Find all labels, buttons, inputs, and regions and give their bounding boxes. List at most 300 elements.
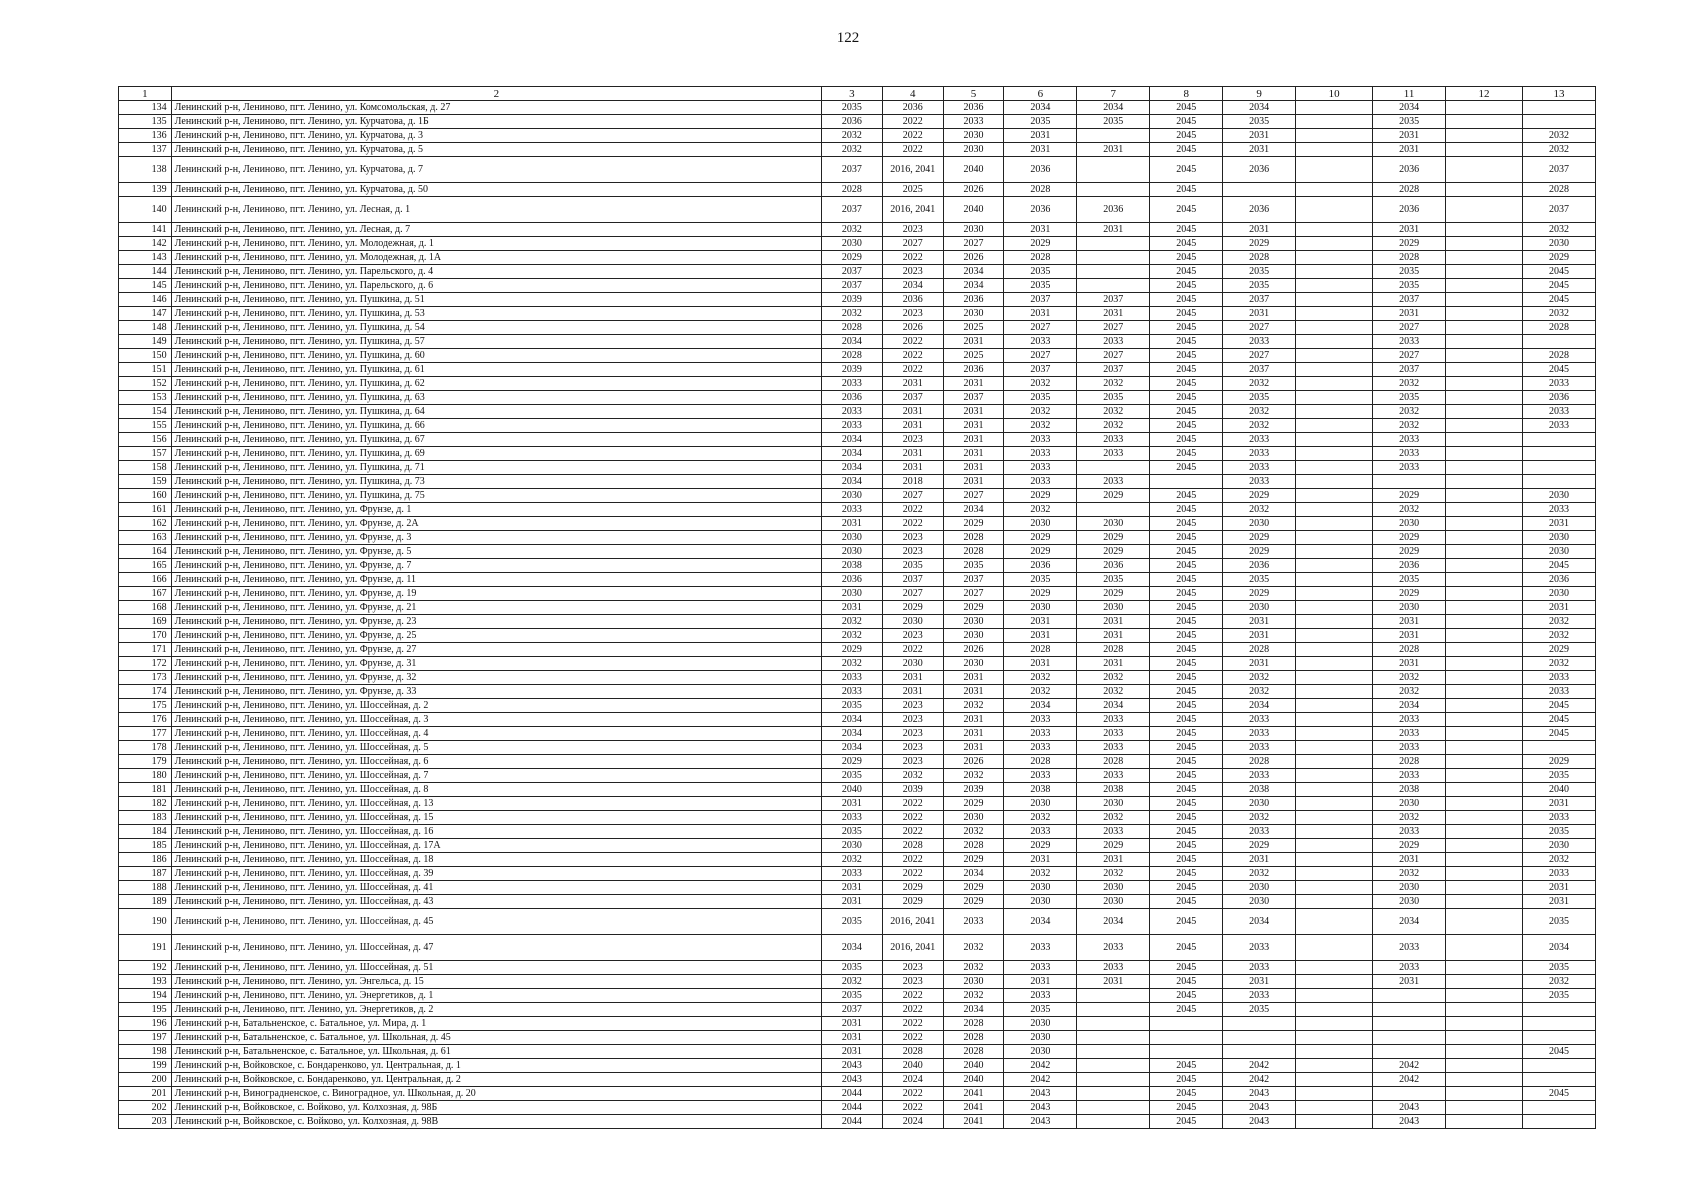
year-cell: 2023: [882, 741, 943, 755]
year-cell: 2030: [943, 657, 1004, 671]
year-cell: 2026: [943, 755, 1004, 769]
year-cell: 2030: [1223, 881, 1296, 895]
year-cell: 2028: [943, 545, 1004, 559]
year-cell: [1296, 115, 1373, 129]
table-row: [119, 839, 1596, 853]
year-cell: 2030: [943, 975, 1004, 989]
row-number-cell: 167: [119, 587, 172, 601]
column-header: 7: [1077, 87, 1150, 101]
year-cell: 2029: [1373, 489, 1446, 503]
table-row: [119, 727, 1596, 741]
year-cell: 2031: [822, 601, 883, 615]
address-cell: Ленинский р-н, Лениново, пгт. Ленино, ул. Фрунзе, д. 7: [171, 559, 821, 573]
year-cell: 2043: [822, 1073, 883, 1087]
year-cell: [1446, 405, 1523, 419]
year-cell: 2034: [943, 867, 1004, 881]
year-cell: [1296, 251, 1373, 265]
year-cell: [1446, 797, 1523, 811]
table-row: [119, 1115, 1596, 1129]
year-cell: 2034: [882, 279, 943, 293]
year-cell: 2030: [1077, 601, 1150, 615]
year-cell: 2033: [1373, 447, 1446, 461]
table-row: [119, 671, 1596, 685]
table-row: [119, 961, 1596, 975]
year-cell: 2029: [822, 755, 883, 769]
year-cell: 2040: [882, 1059, 943, 1073]
year-cell: [1446, 223, 1523, 237]
row-number-cell: 187: [119, 867, 172, 881]
year-cell: [1296, 475, 1373, 489]
year-cell: 2045: [1150, 629, 1223, 643]
row-number-cell: 174: [119, 685, 172, 699]
table-row: [119, 503, 1596, 517]
year-cell: 2036: [1523, 391, 1596, 405]
year-cell: [1446, 419, 1523, 433]
row-number-cell: 156: [119, 433, 172, 447]
year-cell: 2034: [1004, 101, 1077, 115]
table-row: [119, 755, 1596, 769]
year-cell: 2045: [1150, 839, 1223, 853]
year-cell: 2035: [1004, 279, 1077, 293]
year-cell: [1446, 335, 1523, 349]
year-cell: [1296, 1059, 1373, 1073]
year-cell: [1296, 559, 1373, 573]
year-cell: [1446, 909, 1523, 935]
year-cell: 2035: [1523, 961, 1596, 975]
year-cell: 2022: [882, 335, 943, 349]
year-cell: 2033: [1223, 447, 1296, 461]
address-cell: Ленинский р-н, Лениново, пгт. Ленино, ул. Фрунзе, д. 25: [171, 629, 821, 643]
year-cell: [1446, 307, 1523, 321]
year-cell: 2035: [1004, 265, 1077, 279]
year-cell: 2030: [1004, 895, 1077, 909]
address-cell: Ленинский р-н, Батальненское, с. Батальное, ул. Школьная, д. 61: [171, 1045, 821, 1059]
year-cell: 2045: [1150, 335, 1223, 349]
year-cell: [1296, 335, 1373, 349]
year-cell: 2022: [882, 797, 943, 811]
year-cell: 2031: [943, 461, 1004, 475]
year-cell: 2033: [1004, 769, 1077, 783]
year-cell: 2036: [882, 293, 943, 307]
table-row: [119, 559, 1596, 573]
year-cell: [1446, 391, 1523, 405]
year-cell: 2032: [943, 699, 1004, 713]
year-cell: 2031: [1223, 657, 1296, 671]
year-cell: [1523, 335, 1596, 349]
year-cell: [1077, 1045, 1150, 1059]
address-cell: Ленинский р-н, Лениново, пгт. Ленино, ул. Фрунзе, д. 23: [171, 615, 821, 629]
year-cell: 2032: [1223, 867, 1296, 881]
year-cell: 2045: [1150, 251, 1223, 265]
year-cell: 2032: [1523, 307, 1596, 321]
year-cell: [1150, 475, 1223, 489]
address-cell: Ленинский р-н, Лениново, пгт. Ленино, ул. Шоссейная, д. 13: [171, 797, 821, 811]
year-cell: 2031: [1223, 307, 1296, 321]
year-cell: 2033: [943, 115, 1004, 129]
year-cell: 2042: [1223, 1059, 1296, 1073]
row-number-cell: 195: [119, 1003, 172, 1017]
row-number-cell: 181: [119, 783, 172, 797]
year-cell: 2033: [1223, 433, 1296, 447]
row-number-cell: 188: [119, 881, 172, 895]
year-cell: 2035: [1373, 279, 1446, 293]
year-cell: [1523, 475, 1596, 489]
year-cell: 2033: [1004, 935, 1077, 961]
year-cell: 2032: [822, 629, 883, 643]
year-cell: 2033: [1077, 769, 1150, 783]
year-cell: [1296, 183, 1373, 197]
year-cell: 2045: [1150, 447, 1223, 461]
year-cell: 2045: [1150, 279, 1223, 293]
year-cell: 2022: [882, 989, 943, 1003]
year-cell: 2032: [1004, 503, 1077, 517]
address-cell: Ленинский р-н, Лениново, пгт. Ленино, ул. Парельского, д. 4: [171, 265, 821, 279]
year-cell: 2033: [1523, 405, 1596, 419]
column-header: 2: [171, 87, 821, 101]
table-row: [119, 573, 1596, 587]
table-row: [119, 517, 1596, 531]
year-cell: 2022: [882, 363, 943, 377]
year-cell: 2029: [1223, 587, 1296, 601]
year-cell: 2030: [1373, 517, 1446, 531]
year-cell: 2031: [882, 685, 943, 699]
year-cell: 2028: [1077, 643, 1150, 657]
table-row: [119, 461, 1596, 475]
year-cell: 2031: [1077, 143, 1150, 157]
year-cell: [1446, 769, 1523, 783]
row-number-cell: 175: [119, 699, 172, 713]
year-cell: 2031: [1373, 129, 1446, 143]
row-number-cell: 163: [119, 531, 172, 545]
year-cell: [1296, 405, 1373, 419]
year-cell: [1296, 1031, 1373, 1045]
year-cell: 2037: [1223, 363, 1296, 377]
year-cell: [1523, 101, 1596, 115]
year-cell: 2026: [943, 643, 1004, 657]
year-cell: 2037: [1373, 293, 1446, 307]
year-cell: 2045: [1150, 265, 1223, 279]
address-cell: Ленинский р-н, Лениново, пгт. Ленино, ул. Шоссейная, д. 15: [171, 811, 821, 825]
year-cell: 2024: [882, 1073, 943, 1087]
year-cell: 2034: [1077, 699, 1150, 713]
year-cell: 2037: [1523, 197, 1596, 223]
year-cell: 2035: [882, 559, 943, 573]
year-cell: 2028: [943, 839, 1004, 853]
year-cell: 2028: [1004, 755, 1077, 769]
row-number-cell: 144: [119, 265, 172, 279]
year-cell: 2045: [1150, 405, 1223, 419]
table-row: [119, 237, 1596, 251]
year-cell: [1296, 601, 1373, 615]
year-cell: 2031: [1004, 975, 1077, 989]
address-cell: Ленинский р-н, Лениново, пгт. Ленино, ул. Пушкина, д. 69: [171, 447, 821, 461]
row-number-cell: 180: [119, 769, 172, 783]
year-cell: [1296, 685, 1373, 699]
year-cell: 2031: [882, 419, 943, 433]
year-cell: 2045: [1523, 1087, 1596, 1101]
year-cell: 2031: [882, 461, 943, 475]
year-cell: 2033: [1223, 769, 1296, 783]
year-cell: 2035: [1004, 573, 1077, 587]
year-cell: 2037: [882, 573, 943, 587]
year-cell: 2029: [882, 881, 943, 895]
year-cell: 2045: [1150, 129, 1223, 143]
year-cell: 2036: [1077, 197, 1150, 223]
year-cell: 2030: [943, 307, 1004, 321]
year-cell: 2029: [1223, 489, 1296, 503]
year-cell: 2045: [1150, 699, 1223, 713]
table-row: [119, 615, 1596, 629]
year-cell: 2024: [882, 1115, 943, 1129]
address-cell: Ленинский р-н, Лениново, пгт. Ленино, ул. Курчатова, д. 1Б: [171, 115, 821, 129]
year-cell: [1296, 143, 1373, 157]
year-cell: [1446, 377, 1523, 391]
year-cell: 2032: [1523, 143, 1596, 157]
year-cell: 2030: [943, 129, 1004, 143]
year-cell: 2045: [1150, 615, 1223, 629]
year-cell: 2029: [1523, 251, 1596, 265]
row-number-cell: 134: [119, 101, 172, 115]
year-cell: 2029: [1373, 237, 1446, 251]
table-row: [119, 825, 1596, 839]
address-cell: Ленинский р-н, Лениново, пгт. Ленино, ул. Шоссейная, д. 5: [171, 741, 821, 755]
column-header: 11: [1373, 87, 1446, 101]
year-cell: 2030: [822, 489, 883, 503]
year-cell: 2016, 2041: [882, 935, 943, 961]
year-cell: 2031: [1077, 629, 1150, 643]
address-cell: Ленинский р-н, Лениново, пгт. Ленино, ул. Курчатова, д. 5: [171, 143, 821, 157]
year-cell: 2043: [1004, 1087, 1077, 1101]
year-cell: 2033: [1373, 433, 1446, 447]
year-cell: 2035: [1523, 825, 1596, 839]
table-row: [119, 975, 1596, 989]
year-cell: [1373, 475, 1446, 489]
year-cell: [1446, 699, 1523, 713]
year-cell: 2035: [943, 559, 1004, 573]
year-cell: 2035: [1523, 909, 1596, 935]
year-cell: 2035: [1223, 573, 1296, 587]
year-cell: [1296, 419, 1373, 433]
year-cell: 2045: [1523, 265, 1596, 279]
year-cell: 2022: [882, 251, 943, 265]
year-cell: 2018: [882, 475, 943, 489]
year-cell: [1523, 1115, 1596, 1129]
year-cell: [1296, 321, 1373, 335]
year-cell: 2023: [882, 433, 943, 447]
year-cell: 2031: [822, 881, 883, 895]
row-number-cell: 149: [119, 335, 172, 349]
year-cell: 2031: [1223, 975, 1296, 989]
year-cell: 2030: [1077, 517, 1150, 531]
year-cell: 2035: [1373, 573, 1446, 587]
row-number-cell: 139: [119, 183, 172, 197]
row-number-cell: 171: [119, 643, 172, 657]
year-cell: 2045: [1150, 531, 1223, 545]
year-cell: 2031: [943, 671, 1004, 685]
year-cell: [1446, 461, 1523, 475]
year-cell: 2045: [1523, 363, 1596, 377]
year-cell: 2028: [1523, 349, 1596, 363]
year-cell: 2028: [1223, 755, 1296, 769]
year-cell: [1446, 349, 1523, 363]
year-cell: [1523, 461, 1596, 475]
year-cell: 2043: [1223, 1101, 1296, 1115]
year-cell: 2030: [1373, 797, 1446, 811]
year-cell: [1296, 643, 1373, 657]
year-cell: 2027: [1077, 321, 1150, 335]
year-cell: 2045: [1150, 559, 1223, 573]
year-cell: 2034: [822, 447, 883, 461]
year-cell: 2032: [822, 143, 883, 157]
row-number-cell: 173: [119, 671, 172, 685]
year-cell: 2045: [1150, 643, 1223, 657]
row-number-cell: 137: [119, 143, 172, 157]
year-cell: 2030: [1523, 545, 1596, 559]
year-cell: 2031: [1004, 657, 1077, 671]
year-cell: 2029: [943, 895, 1004, 909]
year-cell: 2042: [1004, 1059, 1077, 1073]
year-cell: 2032: [1077, 867, 1150, 881]
address-cell: Ленинский р-н, Лениново, пгт. Ленино, ул. Шоссейная, д. 51: [171, 961, 821, 975]
address-cell: Ленинский р-н, Лениново, пгт. Ленино, ул. Пушкина, д. 67: [171, 433, 821, 447]
year-cell: 2028: [1373, 183, 1446, 197]
year-cell: 2023: [882, 545, 943, 559]
table-row: [119, 183, 1596, 197]
year-cell: 2032: [1004, 811, 1077, 825]
year-cell: 2027: [1373, 321, 1446, 335]
year-cell: 2045: [1150, 419, 1223, 433]
year-cell: 2036: [1077, 559, 1150, 573]
year-cell: 2031: [822, 1017, 883, 1031]
year-cell: 2045: [1150, 157, 1223, 183]
year-cell: 2033: [1077, 935, 1150, 961]
year-cell: [1150, 1017, 1223, 1031]
header-row: [119, 87, 1596, 101]
row-number-cell: 189: [119, 895, 172, 909]
year-cell: [1446, 475, 1523, 489]
year-cell: 2033: [1523, 671, 1596, 685]
year-cell: 2032: [1004, 671, 1077, 685]
year-cell: 2032: [1373, 419, 1446, 433]
year-cell: [1077, 265, 1150, 279]
year-cell: 2030: [822, 237, 883, 251]
year-cell: 2036: [1223, 157, 1296, 183]
year-cell: 2034: [1373, 909, 1446, 935]
year-cell: 2030: [943, 223, 1004, 237]
address-cell: Ленинский р-н, Лениново, пгт. Ленино, ул. Парельского, д. 6: [171, 279, 821, 293]
year-cell: [1077, 1017, 1150, 1031]
year-cell: 2027: [943, 587, 1004, 601]
year-cell: 2029: [822, 251, 883, 265]
year-cell: 2041: [943, 1115, 1004, 1129]
year-cell: [1296, 545, 1373, 559]
year-cell: 2044: [822, 1115, 883, 1129]
year-cell: [1296, 1101, 1373, 1115]
year-cell: [1446, 825, 1523, 839]
year-cell: 2033: [822, 811, 883, 825]
year-cell: 2031: [1077, 223, 1150, 237]
year-cell: [1523, 433, 1596, 447]
year-cell: [1296, 433, 1373, 447]
table-row: [119, 293, 1596, 307]
row-number-cell: 160: [119, 489, 172, 503]
year-cell: 2035: [822, 825, 883, 839]
year-cell: 2030: [1223, 517, 1296, 531]
address-cell: Ленинский р-н, Войковское, с. Бондаренково, ул. Центральная, д. 2: [171, 1073, 821, 1087]
column-header: 9: [1223, 87, 1296, 101]
table-row: [119, 391, 1596, 405]
year-cell: 2031: [1373, 615, 1446, 629]
year-cell: 2030: [1223, 797, 1296, 811]
year-cell: 2031: [822, 517, 883, 531]
year-cell: 2034: [822, 713, 883, 727]
year-cell: [1077, 1087, 1150, 1101]
address-cell: Ленинский р-н, Лениново, пгт. Ленино, ул. Пушкина, д. 64: [171, 405, 821, 419]
year-cell: 2040: [943, 1073, 1004, 1087]
year-cell: [1446, 531, 1523, 545]
year-cell: [1296, 197, 1373, 223]
year-cell: 2033: [1004, 825, 1077, 839]
year-cell: [1446, 1017, 1523, 1031]
address-cell: Ленинский р-н, Лениново, пгт. Ленино, ул. Фрунзе, д. 21: [171, 601, 821, 615]
year-cell: 2044: [822, 1087, 883, 1101]
year-cell: 2037: [822, 157, 883, 183]
year-cell: 2031: [943, 727, 1004, 741]
year-cell: 2035: [1077, 115, 1150, 129]
year-cell: 2032: [822, 129, 883, 143]
year-cell: 2031: [943, 713, 1004, 727]
year-cell: [1373, 1087, 1446, 1101]
year-cell: [1446, 853, 1523, 867]
year-cell: 2031: [1004, 615, 1077, 629]
column-header: 10: [1296, 87, 1373, 101]
year-cell: [1446, 881, 1523, 895]
year-cell: 2032: [1004, 405, 1077, 419]
year-cell: [1077, 461, 1150, 475]
year-cell: 2033: [1077, 961, 1150, 975]
year-cell: 2045: [1150, 573, 1223, 587]
year-cell: 2034: [943, 503, 1004, 517]
year-cell: [1523, 447, 1596, 461]
year-cell: 2030: [1004, 881, 1077, 895]
row-number-cell: 184: [119, 825, 172, 839]
year-cell: 2045: [1150, 1087, 1223, 1101]
row-number-cell: 185: [119, 839, 172, 853]
year-cell: 2033: [1077, 741, 1150, 755]
year-cell: 2039: [822, 363, 883, 377]
address-cell: Ленинский р-н, Лениново, пгт. Ленино, ул. Фрунзе, д. 33: [171, 685, 821, 699]
year-cell: [1223, 1045, 1296, 1059]
table-row: [119, 629, 1596, 643]
year-cell: [1296, 881, 1373, 895]
year-cell: 2022: [882, 115, 943, 129]
year-cell: [1523, 1031, 1596, 1045]
year-cell: 2035: [1523, 769, 1596, 783]
year-cell: 2034: [1077, 101, 1150, 115]
year-cell: 2035: [1223, 279, 1296, 293]
table-row: [119, 853, 1596, 867]
year-cell: 2027: [1004, 349, 1077, 363]
year-cell: 2045: [1150, 461, 1223, 475]
year-cell: [1446, 1087, 1523, 1101]
year-cell: 2031: [1523, 601, 1596, 615]
year-cell: 2035: [822, 909, 883, 935]
address-cell: Ленинский р-н, Лениново, пгт. Ленино, ул. Фрунзе, д. 3: [171, 531, 821, 545]
year-cell: [1446, 489, 1523, 503]
table-row: [119, 797, 1596, 811]
year-cell: 2030: [1077, 881, 1150, 895]
year-cell: [1446, 975, 1523, 989]
